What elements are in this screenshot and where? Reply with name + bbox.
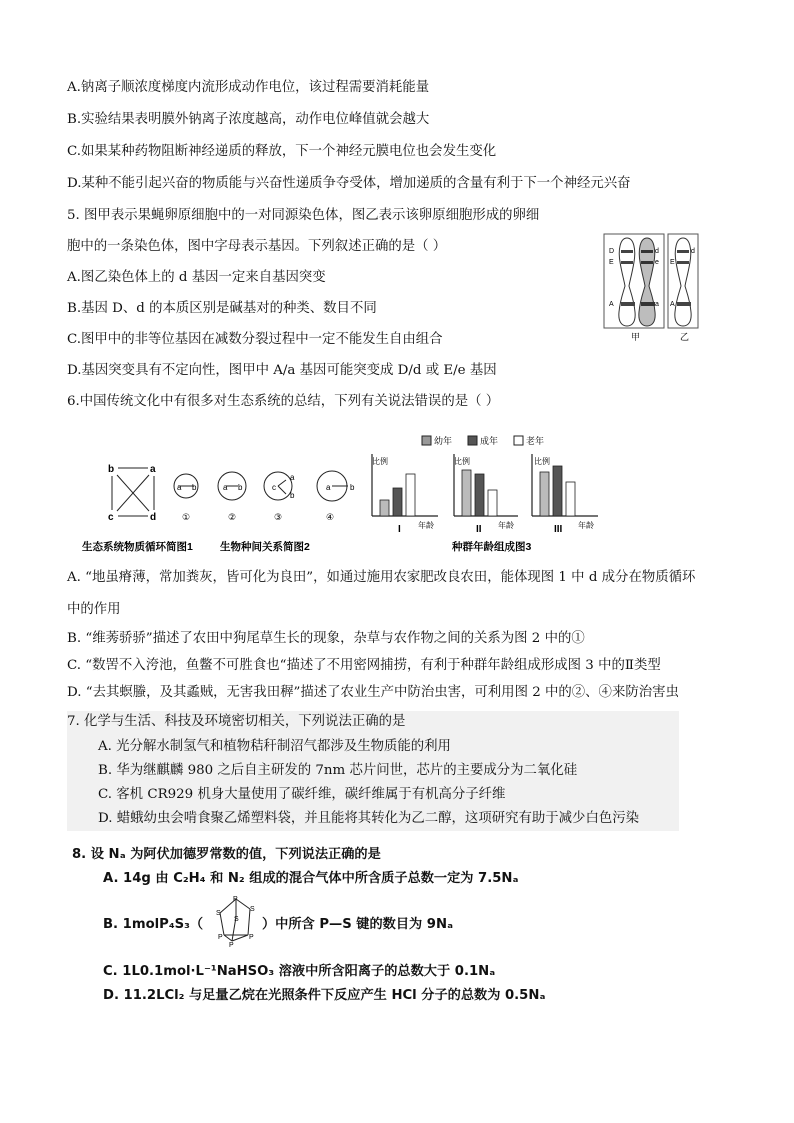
- group-label-II: II: [476, 524, 482, 535]
- cycle-node-d: d: [150, 512, 157, 523]
- gene-label-yi-A: A: [670, 301, 675, 308]
- svg-text:c: c: [272, 483, 276, 492]
- svg-text:b: b: [192, 483, 197, 492]
- legend-juvenile: 幼年: [434, 436, 453, 446]
- relation-label-3: ③: [274, 512, 283, 522]
- chromosome-figure: [600, 230, 706, 342]
- relation-label-4: ④: [326, 512, 335, 522]
- svg-text:a: a: [326, 483, 331, 492]
- q8-option-c: C. 1L0.1mol·L⁻¹NaHSO₃ 溶液中所含阳离子的总数大于 0.1Nₐ: [103, 964, 496, 979]
- ecology-figure: [82, 428, 660, 556]
- svg-text:a: a: [223, 483, 228, 492]
- q7-stem: 7. 化学与生活、科技及环境密切相关，下列说法正确的是: [67, 714, 406, 729]
- gene-label-e: e: [655, 259, 659, 266]
- svg-text:b: b: [238, 483, 243, 492]
- atom-S-left: S: [216, 910, 221, 917]
- cycle-node-a: a: [150, 464, 156, 475]
- q5-option-c: C.图甲中的非等位基因在减数分裂过程中一定不能发生自由组合: [67, 332, 443, 347]
- q6-option-d: D. “去其螟螣，及其蟊贼，无害我田稺”描述了农业生产中防治虫害，可利用图 2 中的②、④来防治害虫: [67, 685, 679, 700]
- q4-option-a: A.钠离子顺浓度梯度内流形成动作电位，该过程需要消耗能量: [67, 80, 430, 95]
- legend-adult: 成年: [480, 436, 499, 446]
- q7-option-c: C. 客机 CR929 机身大量使用了碳纤维，碳纤维属于有机高分子纤维: [98, 787, 506, 802]
- q4-option-d: D.某种不能引起兴奋的物质能与兴奋性递质争夺受体，增加递质的含量有利于下一个神经元兴奋: [67, 176, 631, 191]
- gene-label-a: a: [655, 301, 659, 308]
- gene-label-E: E: [609, 259, 614, 266]
- q7-option-a: A. 光分解水制氢气和植物秸秆制沼气都涉及生物质能的利用: [98, 739, 451, 754]
- q8-option-b-suffix: ）中所含 P—S 键的数目为 9Nₐ: [262, 917, 454, 932]
- gene-label-D: D: [609, 248, 615, 255]
- p4s3-molecule-icon: [212, 893, 262, 947]
- axis-x-3: 年龄: [578, 521, 594, 530]
- q4-option-b: B.实验结果表明膜外钠离子浓度越高，动作电位峰值就会越大: [67, 112, 430, 127]
- axis-y-2: 比例: [454, 457, 470, 466]
- q7-option-b: B. 华为继麒麟 980 之后自主研发的 7nm 芯片问世，芯片的主要成分为二氧化硅: [98, 763, 578, 778]
- q8-option-b-prefix: B. 1molP₄S₃（: [103, 917, 204, 932]
- legend-elderly: 老年: [526, 436, 545, 446]
- q6-option-a-line1: A. “地虽瘠薄，常加粪灰，皆可化为良田”，如通过施用农家肥改良农田，能体现图 1 中 d 成分在物质循环: [67, 570, 696, 585]
- q8-stem: 8. 设 Nₐ 为阿伏加德罗常数的值，下列说法正确的是: [72, 847, 381, 862]
- q6-option-b: B. “维莠骄骄”描述了农田中狗尾草生长的现象，杂草与农作物之间的关系为图 2 中的①: [67, 631, 585, 646]
- cycle-node-b: b: [108, 464, 115, 475]
- atom-P-top: P: [233, 896, 238, 903]
- atom-S-mid: S: [234, 916, 239, 923]
- svg-text:b: b: [290, 491, 295, 500]
- figure-label-jia: 甲: [631, 332, 641, 342]
- q7-option-d: D. 蜡蛾幼虫会啃食聚乙烯塑料袋，并且能将其转化为乙二醇，这项研究有助于减少白色污染: [98, 811, 640, 826]
- q8-option-d: D. 11.2LCl₂ 与足量乙烷在光照条件下反应产生 HCl 分子的总数为 0.5Nₐ: [103, 988, 546, 1003]
- gene-label-d: d: [655, 248, 659, 255]
- axis-x-2: 年龄: [498, 521, 514, 530]
- axis-x-1: 年龄: [418, 521, 434, 530]
- axis-y-1: 比例: [372, 457, 388, 466]
- svg-text:a: a: [177, 483, 182, 492]
- atom-P-right: P: [249, 934, 254, 941]
- q6-stem: 6.中国传统文化中有很多对生态系统的总结，下列有关说法错误的是（ ）: [67, 394, 500, 409]
- atom-P-left: P: [218, 934, 223, 941]
- q5-option-d: D.基因突变具有不定向性，图甲中 A/a 基因可能突变成 D/d 或 E/e 基因: [67, 363, 497, 378]
- q5-stem-line2: 胞中的一条染色体，图中字母表示基因。下列叙述正确的是（ ）: [67, 239, 447, 254]
- q8-option-a: A. 14g 由 C₂H₄ 和 N₂ 组成的混合气体中所含质子总数一定为 7.5Nₐ: [103, 871, 519, 886]
- caption-figure-2: 生物种间关系简图2: [220, 541, 310, 553]
- q6-option-a-line2: 中的作用: [67, 602, 121, 617]
- q5-stem-line1: 5. 图甲表示果蝇卵原细胞中的一对同源染色体，图乙表示该卵原细胞形成的卵细: [67, 208, 540, 223]
- gene-label-A: A: [609, 301, 614, 308]
- atom-P-bottom: P: [229, 942, 234, 949]
- group-label-III: III: [554, 524, 563, 535]
- q4-option-c: C.如果某种药物阻断神经递质的释放，下一个神经元膜电位也会发生变化: [67, 144, 497, 159]
- group-label-I: I: [398, 524, 401, 535]
- relation-label-1: ①: [182, 512, 191, 522]
- relation-label-2: ②: [228, 512, 237, 522]
- svg-text:b: b: [350, 483, 355, 492]
- cycle-node-c: c: [108, 512, 114, 523]
- svg-text:a: a: [290, 473, 295, 482]
- q6-option-c: C. “数罟不入洿池，鱼鳖不可胜食也“描述了不用密网捕捞，有利于种群年龄组成形成图 3 中的Ⅱ类型: [67, 658, 661, 673]
- gene-label-yi-d: d: [691, 248, 695, 255]
- q5-option-a: A.图乙染色体上的 d 基因一定来自基因突变: [67, 270, 326, 285]
- atom-S-right: S: [250, 906, 255, 913]
- caption-figure-3: 种群年龄组成图3: [452, 541, 532, 553]
- gene-label-yi-E: E: [670, 259, 675, 266]
- caption-figure-1: 生态系统物质循环简图1: [82, 541, 193, 553]
- q5-option-b: B.基因 D、d 的本质区别是碱基对的种类、数目不同: [67, 301, 377, 316]
- axis-y-3: 比例: [534, 457, 550, 466]
- figure-label-yi: 乙: [680, 332, 690, 342]
